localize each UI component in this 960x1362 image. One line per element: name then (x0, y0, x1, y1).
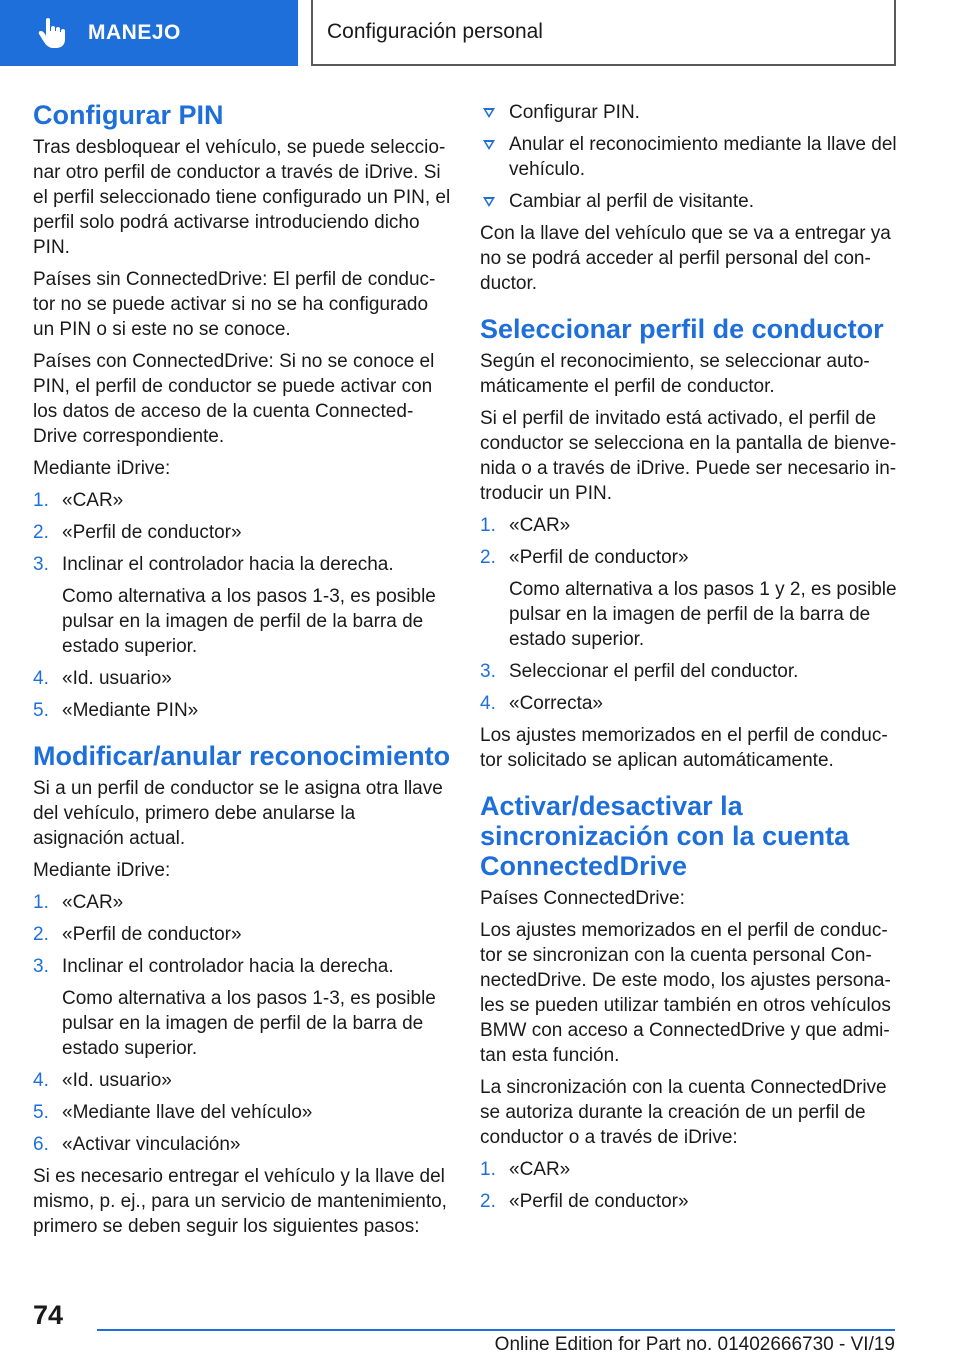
step-text: «Id. usuario» (62, 1070, 172, 1091)
paragraph: Con la llave del vehículo que se va a entregar ya no se podrá acceder al perfil personal del conductor. (480, 223, 891, 294)
list-item (33, 666, 451, 691)
list-item (33, 520, 451, 545)
left-column (33, 100, 451, 1246)
list-item (480, 545, 898, 652)
step-number: 3. (33, 554, 49, 575)
paragraph: Países sin ConnectedDrive: El perfil de conductor no se puede activar si no se ha configurado un PIN o si este no se conoce. (33, 269, 436, 340)
page-number: 74 (33, 1300, 64, 1330)
step-number: 1. (480, 1159, 496, 1180)
step-number: 2. (480, 1191, 496, 1212)
paragraph: Si es necesario entregar el vehículo y la llave del mismo, p. ej., para un servicio de mantenimiento, primero se deben seguir los siguientes pasos: (33, 1166, 447, 1237)
step-text: Inclinar el controlador hacia la derecha. (62, 956, 394, 977)
step-list (480, 1157, 898, 1214)
paragraph: Los ajustes memorizados en el perfil de conductor se sincronizan con la cuenta personal ConnectedDrive. De este modo, los ajustes personales se pueden utilizar también en otros vehículos BMW con acceso a ConnectedDrive y que admitan esta función. (480, 920, 891, 1066)
bullet-text: Anular el reconocimiento mediante la llave del vehículo. (509, 134, 897, 180)
bullet-list (480, 100, 898, 214)
step-note: Como alternativa a los pasos 1-3, es posible pulsar en la imagen de perfil de la barra de estado superior. (62, 586, 436, 657)
step-number: 1. (33, 892, 49, 913)
list-item (33, 1068, 451, 1093)
step-number: 2. (33, 522, 49, 543)
heading-modificar-anular: Modificar/anular reconocimiento (33, 741, 451, 771)
page-header (0, 0, 960, 66)
list-item (33, 954, 451, 1061)
right-column (480, 100, 898, 1221)
step-text: «Perfil de conductor» (62, 522, 242, 543)
list-item (33, 922, 451, 947)
chapter-label: Configuración personal (327, 20, 543, 43)
paragraph: La sincronización con la cuenta ConnectedDrive se autoriza durante la creación de un perfil de conductor o a través de iDrive: (480, 1077, 887, 1148)
list-item (480, 513, 898, 538)
step-number: 5. (33, 700, 49, 721)
step-list (480, 513, 898, 716)
step-text: Seleccionar el perfil del conductor. (509, 661, 799, 682)
chapter-tab[interactable] (311, 0, 896, 66)
edition-note: Online Edition for Part no. 01402666730 - VI/19 (494, 1334, 895, 1355)
step-text: «Activar vinculación» (62, 1134, 241, 1155)
list-item (33, 890, 451, 915)
list-item (33, 552, 451, 659)
list-item (480, 132, 898, 182)
bullet-text: Configurar PIN. (509, 102, 640, 123)
step-list (33, 890, 451, 1157)
step-text: «CAR» (509, 1159, 571, 1180)
step-text: «CAR» (509, 515, 571, 536)
step-text: «Correcta» (509, 693, 603, 714)
triangle-bullet-icon (483, 197, 495, 207)
list-item (33, 488, 451, 513)
heading-seleccionar-perfil: Seleccionar perfil de conductor (480, 314, 884, 344)
step-number: 3. (33, 956, 49, 977)
step-text: «Mediante llave del vehículo» (62, 1102, 313, 1123)
step-text: Inclinar el controlador hacia la derecha. (62, 554, 394, 575)
list-item (480, 189, 898, 214)
step-number: 4. (480, 693, 496, 714)
heading-configurar-pin: Configurar PIN (33, 100, 224, 130)
step-note: Como alternativa a los pasos 1-3, es posible pulsar en la imagen de perfil de la barra de estado superior. (62, 988, 436, 1059)
section-label: MANEJO (88, 21, 181, 44)
paragraph: Si a un perfil de conductor se le asigna otra llave del vehículo, primero debe anularse la asignación actual. (33, 778, 443, 849)
list-item (480, 1157, 898, 1182)
step-note: Como alternativa a los pasos 1 y 2, es posible pulsar en la imagen de perfil de la barra de estado superior. (509, 579, 897, 650)
bullet-text: Cambiar al perfil de visitante. (509, 191, 754, 212)
step-number: 3. (480, 661, 496, 682)
triangle-bullet-icon (483, 140, 495, 150)
step-number: 4. (33, 1070, 49, 1091)
list-item (33, 1132, 451, 1157)
hand-pointer-icon (34, 15, 70, 51)
step-number: 5. (33, 1102, 49, 1123)
step-text: «Perfil de conductor» (509, 1191, 689, 1212)
step-number: 1. (480, 515, 496, 536)
list-item (480, 1189, 898, 1214)
step-text: «CAR» (62, 892, 124, 913)
paragraph: Tras desbloquear el vehículo, se puede seleccionar otro perfil de conductor a través de iDrive. Si el perfil seleccionado tiene configurado un PIN, el perfil solo podrá activarse introduciendo dicho PIN. (33, 137, 451, 258)
paragraph: Países ConnectedDrive: (480, 888, 685, 909)
step-text: «Perfil de conductor» (62, 924, 242, 945)
paragraph: Si el perfil de invitado está activado, el perfil de conductor se selecciona en la pantalla de bienvenida o a través de iDrive. Puede ser necesario introducir un PIN. (480, 408, 897, 504)
triangle-bullet-icon (483, 108, 495, 118)
paragraph: Según el reconocimiento, se seleccionar automáticamente el perfil de conductor. (480, 351, 870, 397)
step-number: 2. (33, 924, 49, 945)
step-text: «CAR» (62, 490, 124, 511)
paragraph: Mediante iDrive: (33, 860, 171, 881)
footer-divider (97, 1329, 895, 1331)
step-text: «Mediante PIN» (62, 700, 199, 721)
list-item (33, 698, 451, 723)
section-tab[interactable] (0, 0, 298, 66)
paragraph: Mediante iDrive: (33, 458, 171, 479)
step-number: 2. (480, 547, 496, 568)
step-text: «Perfil de conductor» (509, 547, 689, 568)
list-item (480, 691, 898, 716)
heading-activar-sincronizacion: Activar/desactivar la sincronización con la cuenta ConnectedDrive (480, 791, 850, 881)
list-item (480, 659, 898, 684)
step-number: 4. (33, 668, 49, 689)
list-item (480, 100, 898, 125)
step-number: 1. (33, 490, 49, 511)
list-item (33, 1100, 451, 1125)
paragraph: Países con ConnectedDrive: Si no se conoce el PIN, el perfil de conductor se puede activar con los datos de acceso de la cuenta ConnectedDrive correspondiente. (33, 351, 435, 447)
paragraph: Los ajustes memorizados en el perfil de conductor solicitado se aplican automáticamente. (480, 725, 888, 771)
step-list (33, 488, 451, 723)
step-number: 6. (33, 1134, 49, 1155)
step-text: «Id. usuario» (62, 668, 172, 689)
